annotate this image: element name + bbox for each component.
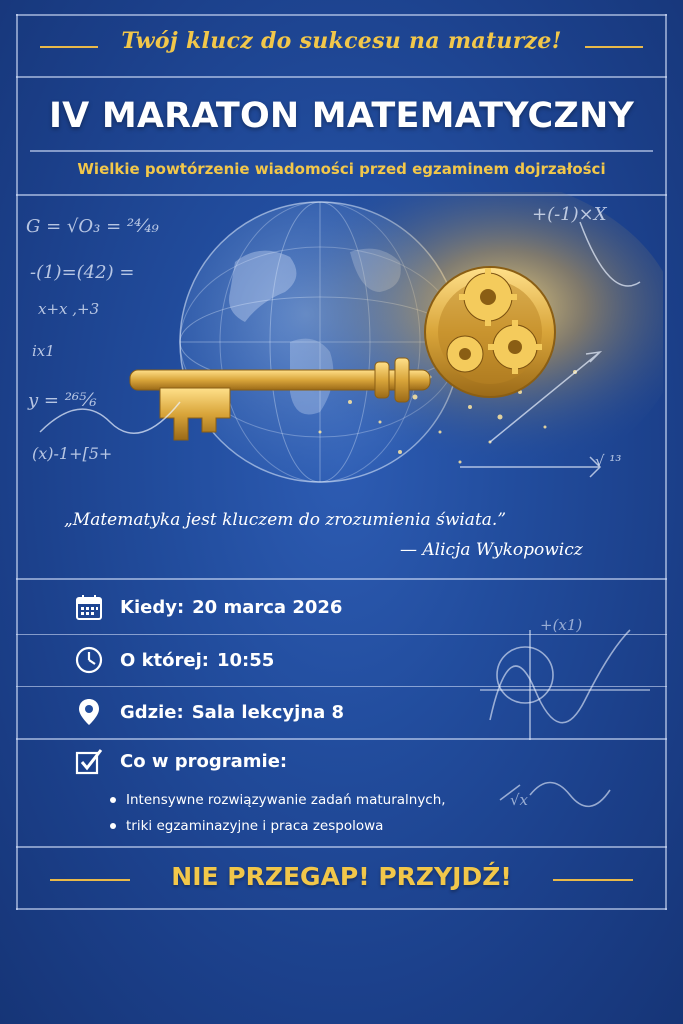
call-to-action: NIE PRZEGAP! PRZYJDŹ!: [171, 862, 512, 891]
frame-line-bottom: [16, 908, 667, 910]
program-item-text: triki egzaminazyjne i praca zespolowa: [126, 818, 384, 834]
formula-6: (x)-1+[5+: [32, 444, 113, 463]
formula-5: y = ²⁶⁵⁄₆: [28, 390, 97, 411]
program-item: [110, 818, 383, 834]
chalk-graph-decoration: [470, 600, 660, 840]
frame-line-under-title: [30, 150, 653, 152]
tagline: Twój klucz do sukcesu na maturze!: [121, 28, 562, 54]
frame-line-under-tagline: [16, 76, 667, 78]
frame-line-under-quote: [16, 578, 667, 580]
info-row-time: [72, 643, 274, 677]
gear-icon: [425, 267, 555, 397]
time-value: 10:55: [216, 649, 275, 671]
frame-line-top: [16, 14, 667, 16]
hero-illustration: [20, 192, 663, 502]
quote-author: — Alicja Wykopowicz: [400, 540, 583, 560]
frame-line-right: [665, 14, 667, 910]
golden-key-with-gears-icon: [20, 192, 663, 502]
checkbox-icon: [72, 744, 106, 778]
calendar-icon: [72, 590, 106, 624]
location-pin-icon: [72, 695, 106, 729]
time-label: O której:: [120, 649, 209, 671]
svg-text:+(x1): +(x1): [540, 616, 583, 634]
clock-icon: [72, 643, 106, 677]
bullet-icon: [110, 797, 116, 803]
formula-8: √ ¹³: [595, 452, 622, 470]
formula-4: ix1: [32, 342, 55, 360]
info-row-when: [72, 590, 342, 624]
formula-7: +(-1)×X: [532, 204, 607, 225]
poster-title: IV MARATON MATEMATYCZNY: [48, 96, 635, 136]
formula-2: -(1)=(42) =: [30, 262, 135, 283]
info-row-place: [72, 695, 344, 729]
cta-rule-right: [553, 879, 633, 881]
program-item: [110, 792, 446, 808]
quote-text: „Matematyka jest kluczem do zrozumienia świata.”: [64, 510, 507, 530]
bullet-icon: [110, 823, 116, 829]
poster-subtitle: Wielkie powtórzenie wiadomości przed egzaminem dojrzałości: [77, 160, 606, 178]
info-row-program: [72, 744, 287, 778]
svg-text:√x: √x: [510, 791, 529, 809]
tagline-rule-right: [585, 46, 643, 48]
formula-1: G = √O₃ = ²⁴⁄₄₉: [26, 216, 159, 237]
place-label: Gdzie:: [120, 701, 184, 723]
frame-line-above-cta: [16, 846, 667, 848]
program-label: Co w programie:: [120, 750, 288, 772]
place-value: Sala lekcyjna 8: [191, 701, 345, 723]
frame-line-left: [16, 14, 18, 910]
formula-3: x+x ,+3: [38, 300, 100, 318]
when-label: Kiedy:: [120, 596, 185, 618]
program-item-text: Intensywne rozwiązywanie zadań maturalnych,: [126, 792, 446, 808]
when-value: 20 marca 2026: [192, 596, 343, 618]
